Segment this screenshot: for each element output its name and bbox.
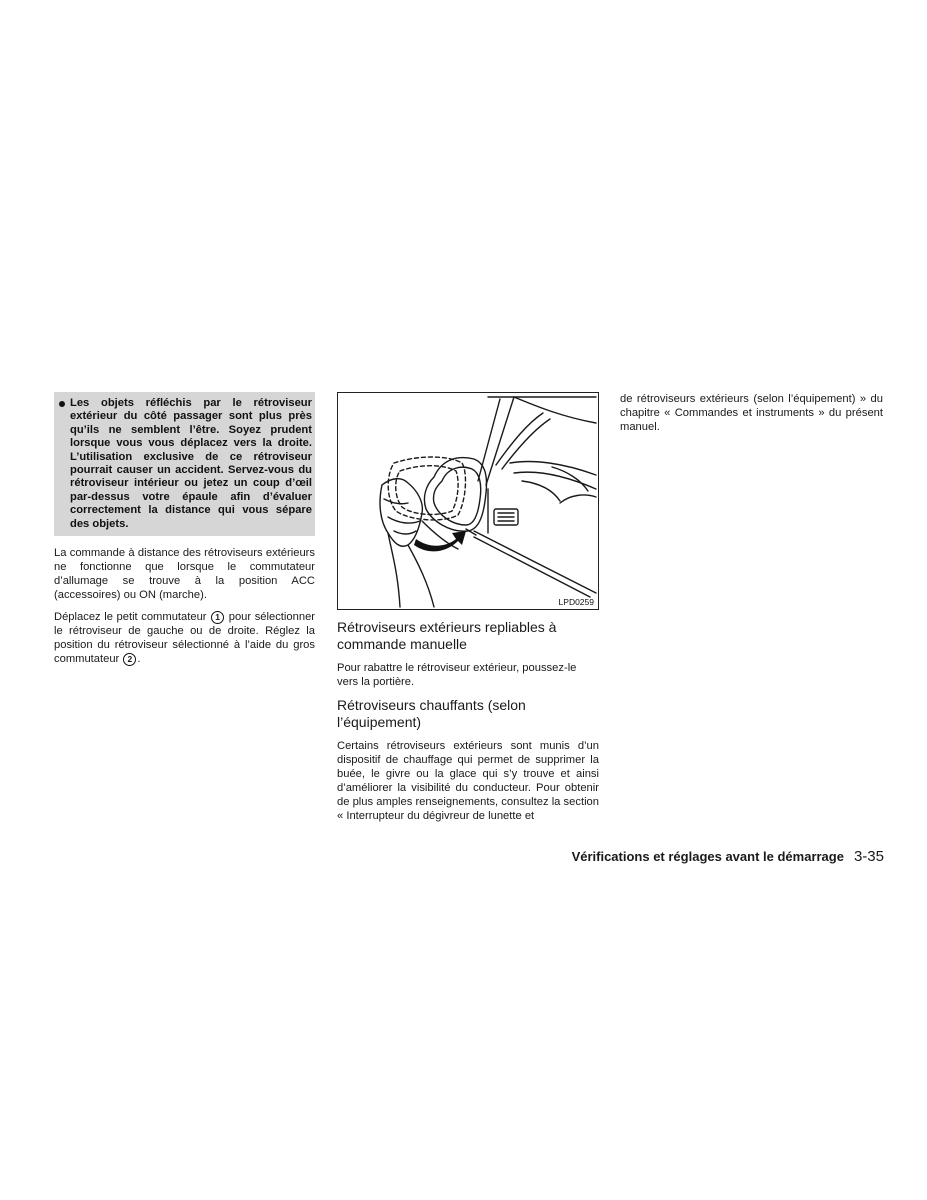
middle-column bbox=[337, 392, 599, 831]
page-number: 3-35 bbox=[853, 848, 884, 865]
figure-code: LPD0259 bbox=[558, 597, 594, 607]
continuation-paragraph: de rétroviseurs extérieurs (selon l’équipement) » du chapitre « Commandes et instruments » du présent manuel. bbox=[620, 393, 883, 433]
remote-control-paragraph: La commande à distance des rétroviseurs extérieurs ne fonctionne que lorsque le commutateur d’allumage se trouve à la position ACC (accessoires) ou ON (marche). bbox=[54, 547, 315, 602]
switch-paragraph-part-a: Déplacez le petit commutateur bbox=[54, 611, 207, 624]
warning-text: Les objets réfléchis par le rétroviseur extérieur du côté passager sont plus près qu’ils ne semblent l’être. Soyez prudent lorsque vous vous déplacez vers la droite. L’utilisation exclusive de ce rétroviseur pourrait causer un accident. Servez-vous du rétroviseur intérieur ou jetez un coup d’œil par-dessus votre épaule afin d’évaluer correctement la distance qui vous sépare des objets. bbox=[70, 397, 312, 530]
mirror-drawing-icon bbox=[338, 393, 598, 609]
page-footer bbox=[520, 848, 884, 866]
switch-paragraph bbox=[54, 610, 315, 666]
circled-number-2-icon: 2 bbox=[123, 653, 136, 666]
heated-mirrors-paragraph: Certains rétroviseurs extérieurs sont munis d’un dispositif de chauffage qui permet de supprimer la buée, le givre ou la glace qui s’y trouve et ainsi d’améliorer la visibilité du conducteur. Pour obtenir de plus amples renseignements, consultez la section « Interrupteur du dégivreur de lunette et bbox=[337, 740, 599, 822]
heated-mirrors-heading: Rétroviseurs chauffants (selon l’équipement) bbox=[337, 697, 526, 730]
right-column bbox=[620, 392, 883, 442]
folding-mirror-illustration bbox=[337, 392, 599, 610]
switch-paragraph-part-c: . bbox=[137, 653, 141, 666]
bullet-icon bbox=[59, 401, 65, 407]
circled-number-1-icon: 1 bbox=[211, 611, 224, 624]
left-column bbox=[54, 392, 315, 674]
manual-folding-heading: Rétroviseurs extérieurs repliables à commande manuelle bbox=[337, 619, 557, 652]
switch-paragraph-part-b: pour sélectionner le rétroviseur de gauche ou de droite. Réglez la position du rétroviseur sélectionné à l’aide du gros commutateur bbox=[54, 611, 316, 666]
footer-section-title: Vérifications et réglages avant le démarrage bbox=[571, 849, 844, 864]
warning-box bbox=[54, 392, 315, 536]
manual-folding-paragraph: Pour rabattre le rétroviseur extérieur, poussez-le vers la portière. bbox=[337, 662, 577, 688]
